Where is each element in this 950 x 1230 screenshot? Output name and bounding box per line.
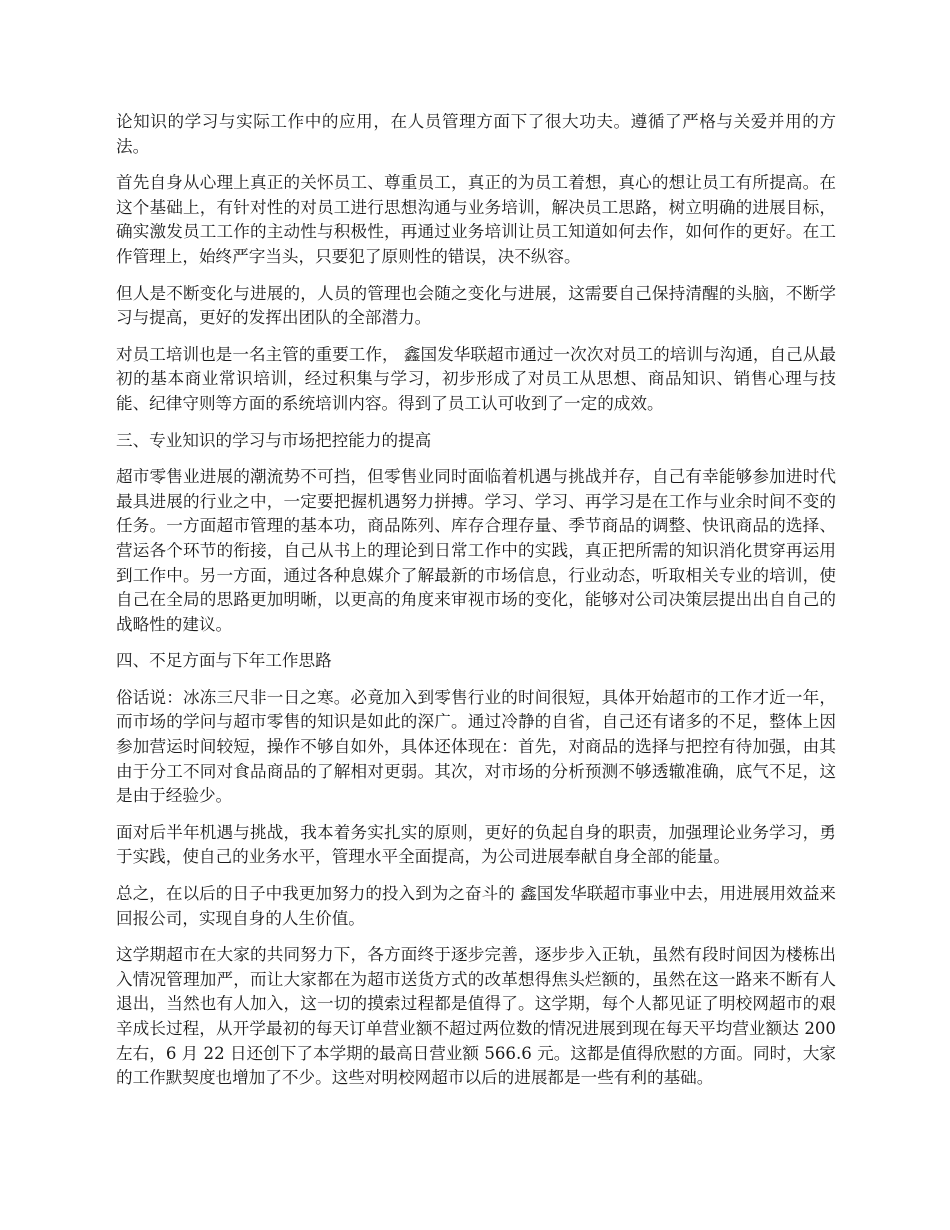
section-heading-professional-knowledge: 三、专业知识的学习与市场把控能力的提高 <box>116 430 432 450</box>
paragraph-staff-training: 对员工培训也是一名主管的重要工作， 鑫国发华联超市通过一次次对员工的培训与沟通，自己从最初的基本商业常识培训，经过积集与学习，初步形成了对员工从思想、商品知识、销售心理与技能、纪律守则等方面的系统培训内容。得到了员工认可收到了一定的成效。 <box>116 344 836 413</box>
section-heading-shortcomings: 四、不足方面与下年工作思路 <box>116 651 332 671</box>
document-page <box>116 110 836 1103</box>
paragraph-self-reflection: 俗话说：冰冻三尺非一日之寒。必竟加入到零售行业的时间很短，具体开始超市的工作才近一年，而市场的学问与超市零售的知识是如此的深广。通过冷静的自省，自己还有诸多的不足，整体上因参加营运时间较短，操作不够自如外，具体还体现在：首先，对商品的选择与把控有待加强，由其由于分工不同对食品商品的了解相对更弱。其次，对市场的分析预测不够透辙准确，底气不足，这是由于经验少。 <box>116 687 836 806</box>
paragraph-team-potential: 但人是不断变化与进展的，人员的管理也会随之变化与进展，这需要自己保持清醒的头脑，不断学习与提高，更好的发挥出团队的全部潜力。 <box>116 283 836 328</box>
paragraph-conclusion: 总之，在以后的日子中我更加努力的投入到为之奋斗的 鑫国发华联超市事业中去，用进展用效益来回报公司，实现自身的人生价值。 <box>116 884 836 928</box>
paragraph-intro-continuation: 论知识的学习与实际工作中的应用，在人员管理方面下了很大功夫。遵循了严格与关爱并用的方法。 <box>116 112 836 156</box>
paragraph-retail-learning: 超市零售业进展的潮流势不可挡，但零售业同时面临着机遇与挑战并存，自己有幸能够参加进时代最具进展的行业之中，一定要把握机遇努力拼搏。学习、学习、再学习是在工作与业余时间不变的任务。一方面超市管理的基本功，商品陈列、库存合理存量、季节商品的调整、快讯商品的选择、营运各个环节的衔接，自己从书上的理论到日常工作中的实践，真正把所需的知识消化贯穿再运用到工作中。另一方面，通过各种息媒介了解最新的市场信息，行业动态，听取相关专业的培训，使自己在全局的思路更加明晰，以更高的角度来审视市场的变化，能够对公司决策层提出出自自己的战略性的建议。 <box>116 467 836 634</box>
paragraph-future-plan: 面对后半年机遇与挑战，我本着务实扎实的原则，更好的负起自身的职责，加强理论业务学习，勇于实践，使自己的业务水平，管理水平全面提高，为公司进展奉献自身全部的能量。 <box>116 822 836 867</box>
paragraph-employee-care: 首先自身从心理上真正的关怀员工、尊重员工，真正的为员工着想，真心的想让员工有所提高。在这个基础上，有针对性的对员工进行思想沟通与业务培训，解决员工思路，树立明确的进展目标，确实激发员工工作的主动性与积极性，再通过业务培训让员工知道如何去作，如何作的更好。在工作管理上，始终严字当头，只要犯了原则性的错误，决不纵容。 <box>116 173 836 266</box>
paragraph-semester-summary: 这学期超市在大家的共同努力下，各方面终于逐步完善，逐步步入正轨，虽然有段时间因为楼栋出入情况管理加严，而让大家都在为超市送货方式的改革想得焦头烂额的，虽然在这一路来不断有人退出，当然也有人加入，这一切的摸索过程都是值得了。这学期，每个人都见证了明校网超市的艰辛成长过程，从开学最初的每天订单营业额不超过两位数的情况进展到现在每天平均营业额达 200 左右，6 月 22 日还创下了本学期的最高日营业额 566.6 元。这都是值得欣慰的方面。同时，大家的工作默契度也增加了不少。这些对明校网超市以后的进展都是一些有利的基础。 <box>116 945 836 1088</box>
